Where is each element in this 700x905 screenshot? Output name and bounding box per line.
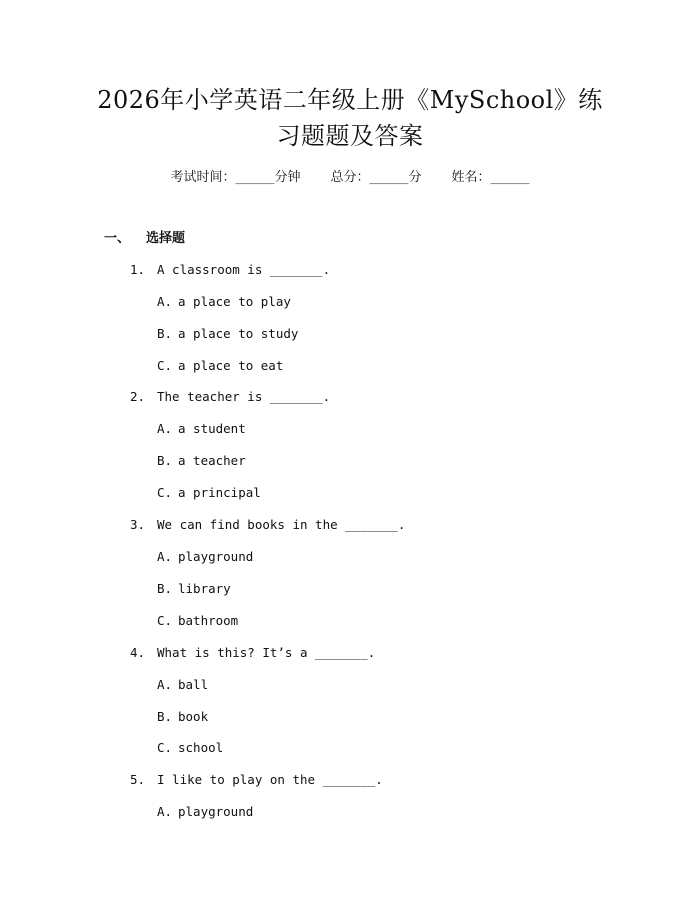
- question-5-option-a: [157, 803, 253, 821]
- section-number: 一、: [104, 231, 131, 246]
- question-2-option-a: [157, 420, 246, 438]
- question-4: [130, 644, 375, 662]
- exam-info-line: [0, 168, 700, 188]
- option-letter: A.: [157, 421, 173, 436]
- question-2-option-c: [157, 484, 261, 502]
- total-score-field: 总分：______分: [330, 170, 422, 185]
- question-3-option-a: [157, 548, 253, 566]
- option-text: bathroom: [178, 613, 239, 628]
- question-number: 5.: [130, 772, 146, 787]
- option-text: book: [178, 709, 209, 724]
- option-letter: A.: [157, 294, 173, 309]
- option-text: a place to study: [178, 326, 299, 341]
- question-3-option-c: [157, 612, 238, 630]
- document-title-line-2: 习题题及答案: [276, 122, 424, 150]
- option-text: a place to eat: [178, 358, 284, 373]
- question-5: [130, 771, 383, 789]
- question-text: We can find books in the _______.: [157, 517, 406, 532]
- question-2-option-b: [157, 452, 246, 470]
- name-field: 姓名：______: [451, 170, 530, 185]
- section-heading: [104, 229, 185, 249]
- question-number: 1.: [130, 262, 146, 277]
- question-text: What is this? It’s a _______.: [157, 645, 376, 660]
- question-3: [130, 516, 405, 534]
- option-letter: B.: [157, 581, 173, 596]
- option-letter: B.: [157, 709, 173, 724]
- option-letter: C.: [157, 740, 173, 755]
- question-4-option-c: [157, 739, 223, 757]
- question-text: The teacher is _______.: [157, 389, 331, 404]
- option-letter: A.: [157, 549, 173, 564]
- option-text: a teacher: [178, 453, 246, 468]
- option-text: school: [178, 740, 224, 755]
- option-letter: C.: [157, 613, 173, 628]
- question-1-option-a: [157, 293, 291, 311]
- exam-time-field: 考试时间：______分钟: [170, 170, 301, 185]
- option-text: playground: [178, 549, 254, 564]
- question-4-option-a: [157, 676, 208, 694]
- question-1-option-c: [157, 357, 283, 375]
- question-number: 4.: [130, 645, 146, 660]
- question-1-option-b: [157, 325, 298, 343]
- option-letter: A.: [157, 804, 173, 819]
- question-text: A classroom is _______.: [157, 262, 331, 277]
- question-text: I like to play on the _______.: [157, 772, 383, 787]
- option-text: library: [178, 581, 231, 596]
- option-text: ball: [178, 677, 209, 692]
- document-title-line-1: 2026年小学英语二年级上册《MySchool》练: [97, 86, 603, 114]
- question-2: [130, 388, 330, 406]
- question-1: [130, 261, 330, 279]
- question-number: 3.: [130, 517, 146, 532]
- option-text: playground: [178, 804, 254, 819]
- option-text: a place to play: [178, 294, 291, 309]
- option-letter: A.: [157, 677, 173, 692]
- option-letter: C.: [157, 485, 173, 500]
- question-3-option-b: [157, 580, 231, 598]
- option-text: a student: [178, 421, 246, 436]
- option-text: a principal: [178, 485, 261, 500]
- question-4-option-b: [157, 708, 208, 726]
- question-number: 2.: [130, 389, 146, 404]
- option-letter: B.: [157, 326, 173, 341]
- section-label: 选择题: [146, 231, 186, 246]
- option-letter: C.: [157, 358, 173, 373]
- option-letter: B.: [157, 453, 173, 468]
